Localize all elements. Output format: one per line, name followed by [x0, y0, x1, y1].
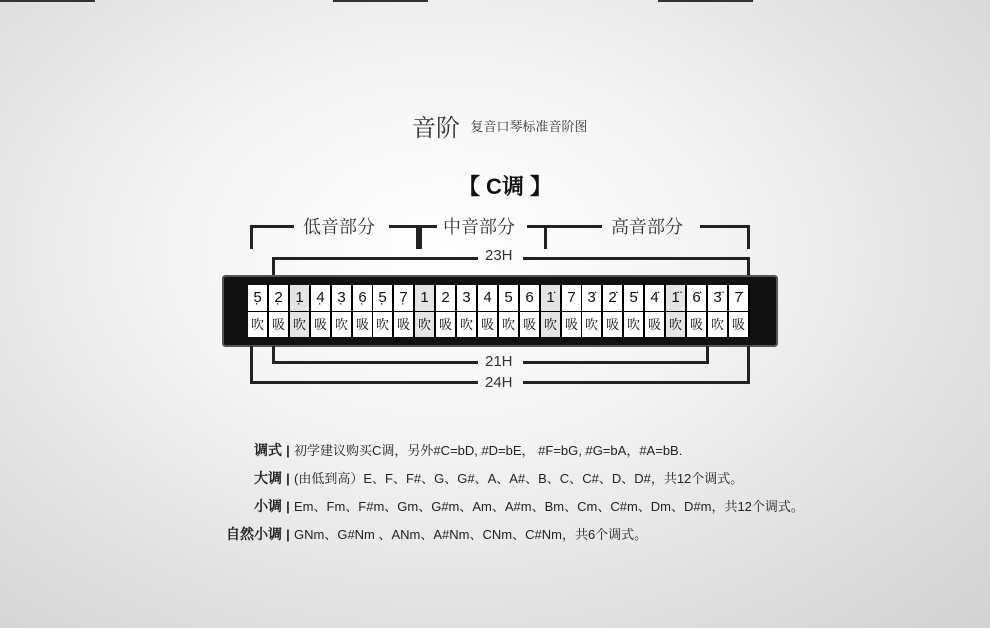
top-strip — [0, 0, 95, 2]
hole-count-24h: 24H — [485, 374, 513, 391]
hole-action: 吹 — [332, 311, 352, 337]
hole-note: 7 — [562, 285, 582, 311]
note-label: 调式 — [254, 442, 282, 458]
hole-note: 3 — [457, 285, 477, 311]
hole-action: 吹 — [499, 311, 519, 337]
note-label: 小调 — [254, 498, 282, 514]
hole-note: 2̇ — [603, 285, 623, 311]
note-row — [210, 468, 743, 488]
hole-note: 4̇ — [645, 285, 665, 311]
hole-action: 吸 — [645, 311, 665, 337]
hole-note: 3̇ — [582, 285, 602, 311]
note-row — [210, 496, 804, 516]
hole-note: 1 — [415, 285, 435, 311]
hole-action: 吸 — [562, 311, 582, 337]
hole-action: 吹 — [708, 311, 728, 337]
hole-note: 5̣ — [248, 285, 268, 311]
note-separator: | — [286, 499, 290, 514]
harmonica-holes — [248, 285, 750, 337]
low-bracket-left — [250, 225, 294, 249]
hole-note: 1̈ — [666, 285, 686, 311]
hole-action: 吸 — [311, 311, 331, 337]
hole-action: 吸 — [603, 311, 623, 337]
section-mid: 中音部分 — [443, 217, 515, 237]
hole-action: 吸 — [687, 311, 707, 337]
hole-action: 吸 — [394, 311, 414, 337]
hole-note: 6̣ — [353, 285, 373, 311]
hole-action: 吸 — [729, 311, 749, 337]
hole-note: 3̈ — [708, 285, 728, 311]
note-text: 初学建议购买C调，另外#C=bD, #D=bE， #F=bG, #G=bA，#A=bB. — [294, 443, 683, 458]
hole-action: 吸 — [520, 311, 540, 337]
note-row — [210, 524, 647, 544]
hole-note: 4̣ — [311, 285, 331, 311]
hole-note: 1̣ — [290, 285, 310, 311]
hole-note: 2 — [436, 285, 456, 311]
h23-bracket-right — [523, 257, 750, 277]
note-separator: | — [286, 527, 290, 542]
hole-action: 吹 — [290, 311, 310, 337]
key-title: 【 C调 】 — [457, 174, 553, 199]
h23-bracket-left — [272, 257, 478, 277]
note-separator: | — [286, 443, 290, 458]
page-title — [412, 108, 587, 143]
hole-action: 吹 — [415, 311, 435, 337]
note-label: 大调 — [254, 470, 282, 486]
h24-bracket-left — [250, 346, 478, 384]
hole-note: 7̣ — [394, 285, 414, 311]
top-strip — [658, 0, 753, 2]
hole-action: 吸 — [353, 311, 373, 337]
note-text: GNm、G#Nm 、ANm、A#Nm、CNm、C#Nm，共6个调式。 — [294, 527, 648, 542]
hole-note: 4 — [478, 285, 498, 311]
hole-note: 5̣ — [373, 285, 393, 311]
high-bracket-right — [700, 225, 750, 249]
hole-note: 5̇ — [624, 285, 644, 311]
hole-note: 5 — [499, 285, 519, 311]
section-low: 低音部分 — [303, 217, 375, 237]
section-high: 高音部分 — [611, 217, 683, 237]
high-bracket-left — [544, 225, 602, 249]
note-text: (由低到高）E、F、F#、G、G#、A、A#、B、C、C#、D、D#，共12个调式。 — [294, 471, 744, 486]
top-strip — [333, 0, 428, 2]
hole-action: 吹 — [541, 311, 561, 337]
low-bracket-right — [389, 225, 419, 249]
mid-bracket-left — [419, 225, 437, 249]
hole-action: 吸 — [269, 311, 289, 337]
note-label: 自然小调 — [226, 526, 282, 542]
title-main: 音阶 — [412, 115, 460, 142]
note-separator: | — [286, 471, 290, 486]
hole-count-23h: 23H — [485, 247, 513, 264]
hole-note: 6̇ — [687, 285, 707, 311]
title-sub: 复音口琴标准音阶图 — [470, 119, 588, 134]
hole-note: 7̇ — [729, 285, 749, 311]
hole-note: 2̣ — [269, 285, 289, 311]
hole-action: 吹 — [624, 311, 644, 337]
note-row — [210, 440, 682, 460]
h24-bracket-right — [523, 346, 750, 384]
note-text: Em、Fm、F#m、Gm、G#m、Am、A#m、Bm、Cm、C#m、Dm、D#m，共12个调式。 — [294, 499, 804, 514]
hole-note: 6 — [520, 285, 540, 311]
harmonica — [222, 275, 778, 347]
hole-action: 吹 — [666, 311, 686, 337]
hole-count-21h: 21H — [485, 353, 513, 370]
hole-action: 吹 — [457, 311, 477, 337]
hole-note: 1̇ — [541, 285, 561, 311]
hole-action: 吹 — [248, 311, 268, 337]
hole-note: 3̣ — [332, 285, 352, 311]
hole-action: 吹 — [373, 311, 393, 337]
hole-action: 吹 — [582, 311, 602, 337]
hole-action: 吸 — [436, 311, 456, 337]
hole-action: 吸 — [478, 311, 498, 337]
